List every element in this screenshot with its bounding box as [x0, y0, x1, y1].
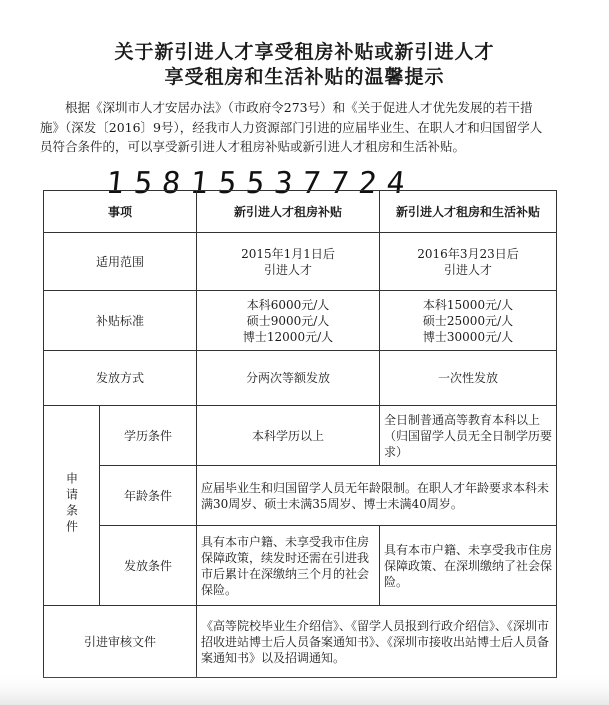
payout-living-cell: 具有本市户籍、未享受我市住房保障政策、在深圳缴纳了社会保险。: [380, 526, 557, 606]
row-label-method: 发放方式: [44, 351, 197, 406]
standard-living-cell: [380, 291, 557, 351]
age-merged-cell: 应届毕业生和归国留学人员无年龄限制。在职人才年龄要求本科未满30周岁、硕士未满35周岁、博士未满40周岁。: [197, 466, 557, 526]
scope-rent-line: 2015年1月1日后: [241, 246, 335, 261]
header-rent-subsidy: 新引进人才租房补贴: [197, 191, 380, 233]
document-title-line-2: 享受租房和生活补贴的温馨提示: [164, 66, 445, 88]
scope-living-cell: [380, 233, 557, 291]
header-item: 事项: [44, 191, 197, 233]
scope-living-line: 2016年3月23日后: [417, 246, 519, 261]
table-row-age: [44, 466, 557, 526]
table-row-review: [44, 606, 557, 678]
row-label-payout: 发放条件: [100, 526, 197, 606]
method-living-cell: 一次性发放: [380, 351, 557, 406]
standard-living-line: 硕士25000元/人: [422, 313, 514, 328]
standard-living-line: 博士30000元/人: [422, 329, 514, 344]
header-rent-and-living-subsidy: 新引进人才租房和生活补贴: [380, 191, 557, 233]
table-row-payout: [44, 526, 557, 606]
intro-line-1: 根据《深圳市人才安居办法》（市政府令273号）和《关于促进人才优先发展的若干措: [65, 100, 533, 115]
scope-rent-line: 引进人才: [264, 262, 313, 277]
page-edge-shadow: [0, 672, 609, 705]
handwritten-phone-number: 15815537724: [104, 166, 417, 201]
apply-conditions-text: 申请条件: [64, 471, 79, 536]
table-row-scope: [44, 233, 557, 291]
row-label-standard: 补贴标准: [44, 291, 197, 351]
standard-living-line: 本科15000元/人: [422, 297, 514, 312]
method-rent-cell: 分两次等额发放: [197, 351, 380, 406]
scope-rent-cell: [197, 233, 380, 291]
intro-line-2: 施》（深发〔2016〕9号），经我市人力资源部门引进的应届毕业生、在职人才和归国留学人: [40, 119, 543, 135]
table-row-method: [44, 351, 557, 406]
intro-paragraph: [40, 98, 568, 157]
standard-rent-line: 博士12000元/人: [242, 329, 334, 344]
education-living-cell: 全日制普通高等教育本科以上（归国留学人员无全日制学历要求）: [380, 406, 557, 466]
document-title-line-1: 关于新引进人才享受租房补贴或新引进人才: [114, 41, 495, 63]
payout-rent-cell: 具有本市户籍、未享受我市住房保障政策，续发时还需在引进我市后累计在深缴纳三个月的社会保险。: [197, 526, 380, 606]
row-label-review: 引进审核文件: [44, 606, 197, 678]
row-label-age: 年龄条件: [100, 466, 197, 526]
intro-line-3: 员符合条件的，可以享受新引进人才租房补贴或新引进人才租房和生活补贴。: [40, 139, 466, 154]
apply-conditions-group-label: [44, 406, 100, 606]
standard-rent-line: 硕士9000元/人: [246, 313, 330, 328]
review-merged-cell: 《高等院校毕业生介绍信》、《留学人员报到行政介绍信》、《深圳市招收进站博士后人员备案通知书》、《深圳市接收出站博士后人员备案通知书》以及招调通知。: [197, 606, 557, 678]
row-label-scope: 适用范围: [44, 233, 197, 291]
table-row-standard: [44, 291, 557, 351]
standard-rent-cell: [197, 291, 380, 351]
education-rent-cell: 本科学历以上: [197, 406, 380, 466]
table-row-education: [44, 406, 557, 466]
scope-living-line: 引进人才: [444, 262, 493, 277]
standard-rent-line: 本科6000元/人: [246, 297, 330, 312]
table-header-row: [44, 191, 557, 233]
row-label-education: 学历条件: [100, 406, 197, 466]
subsidy-table: [43, 190, 557, 678]
